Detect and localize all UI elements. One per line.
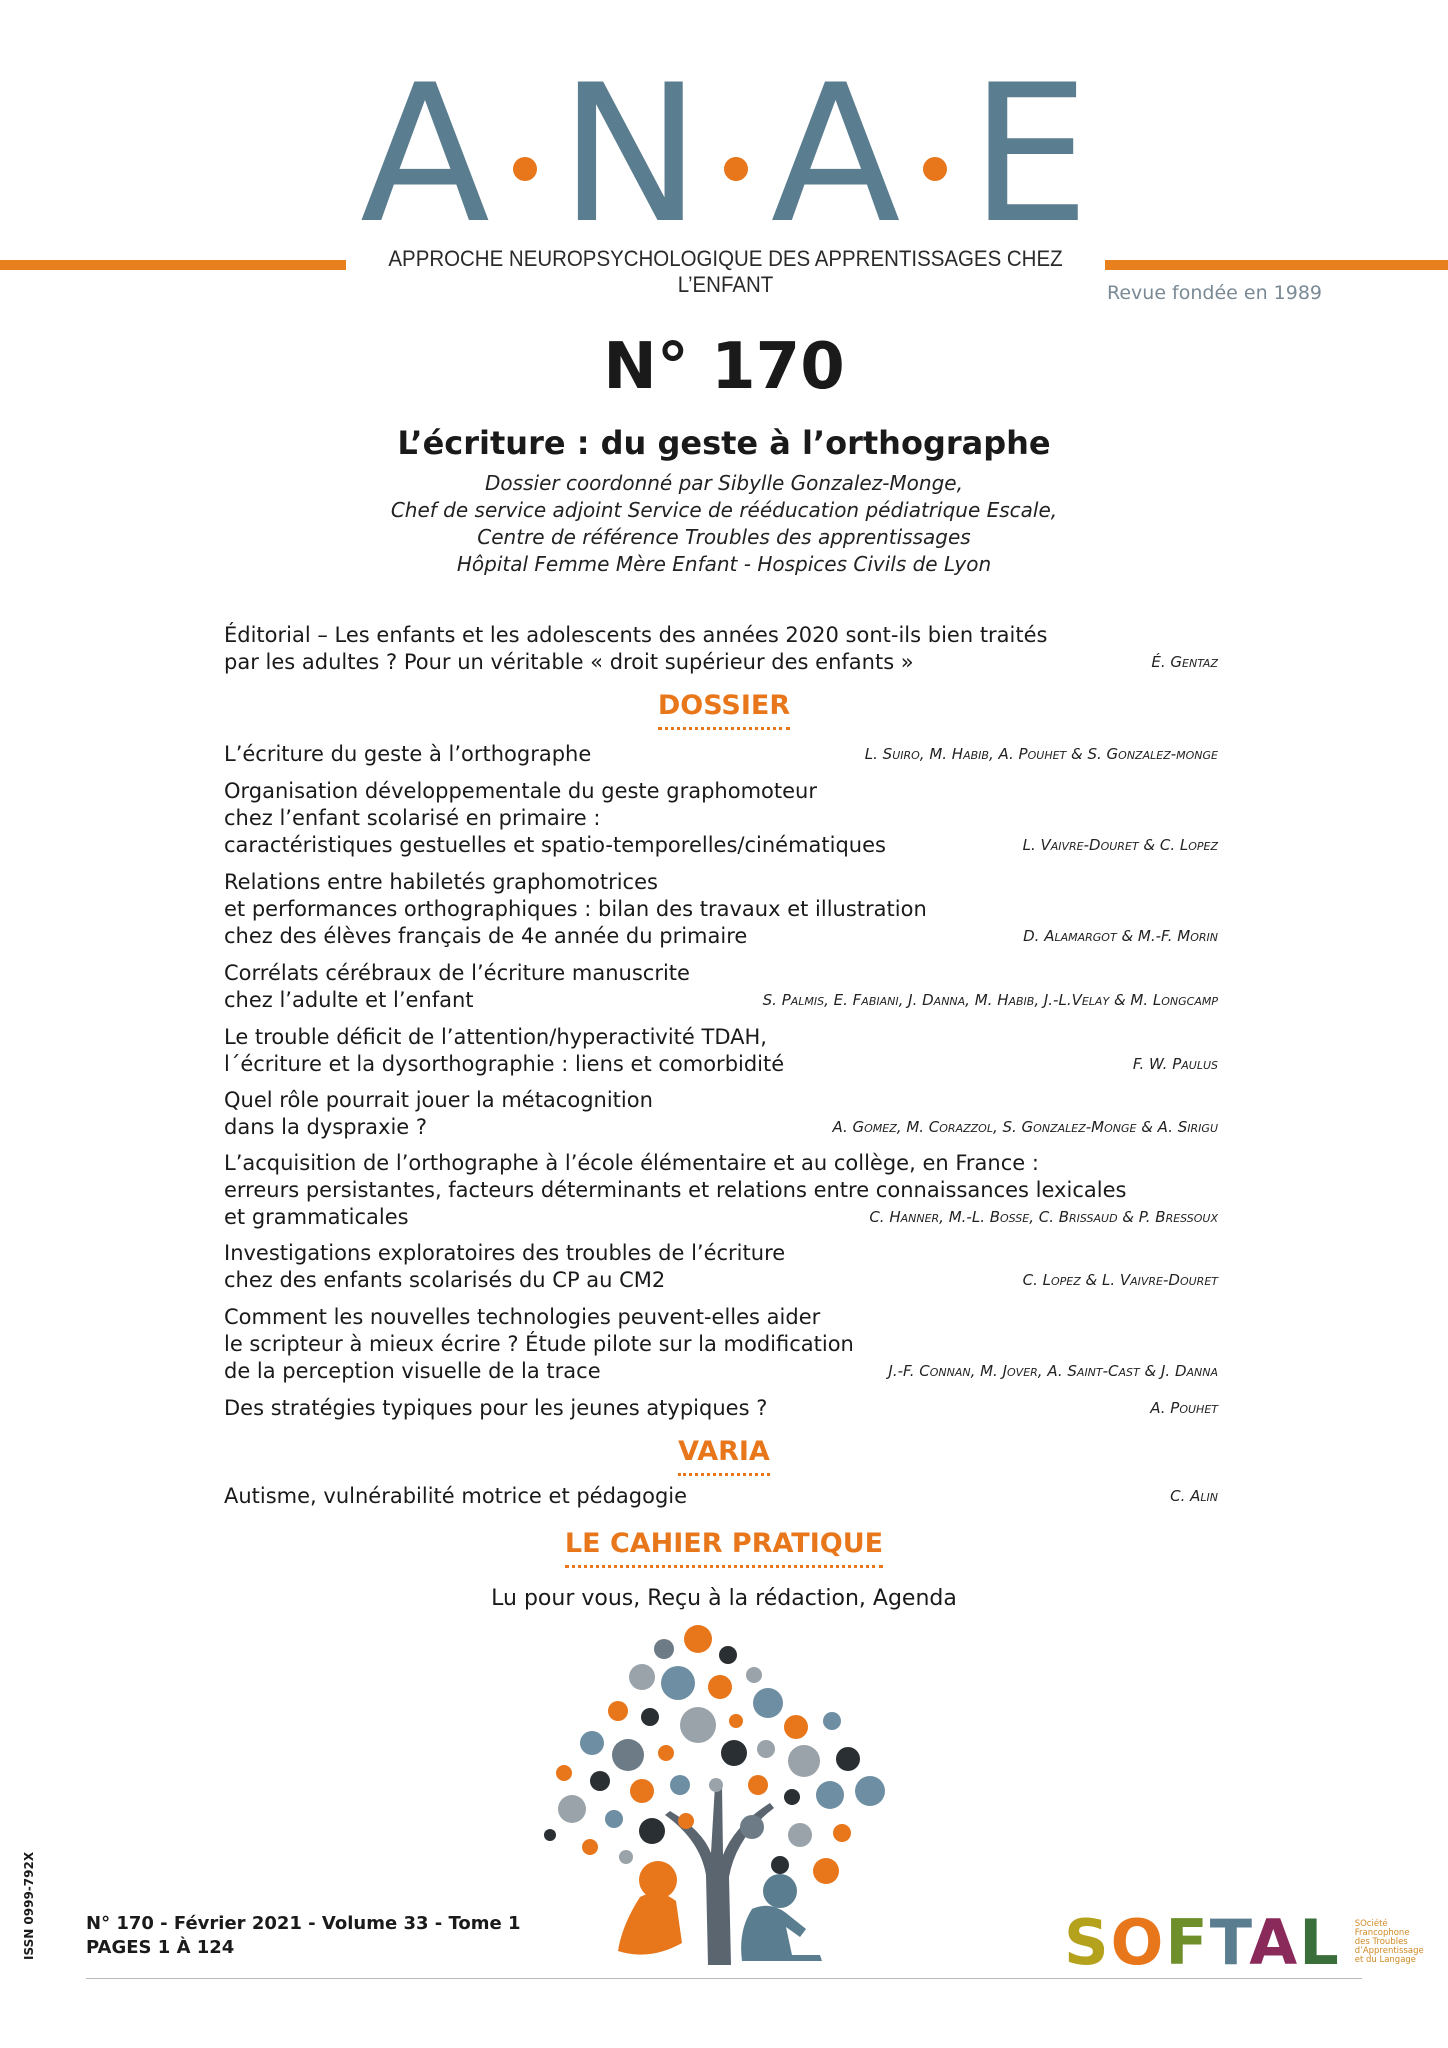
masthead-rule-left [0,260,346,270]
journal-subtitle: APPROCHE NEUROPSYCHOLOGIQUE DES APPRENTISSAGES CHEZ L’ENFANT [388,246,1063,297]
section-pratique [0,1528,1448,1568]
logo-letter: A [360,44,490,265]
toc-entry[interactable] [224,1304,1218,1385]
section-varia-label: VARIA [678,1436,770,1476]
title-line: Corrélats cérébraux de l’écriture manuscrite [224,961,690,985]
title-line: et performances orthographiques : bilan des travaux et illustration [224,897,927,921]
coordination-line: Chef de service adjoint Service de rééducation pédiatrique Escale, [390,498,1058,522]
title-line: Éditorial – Les enfants et les adolescents des années 2020 sont-ils bien traités [224,623,1048,647]
toc-entry[interactable] [224,1024,1218,1078]
title-line: l´écriture et la dysorthographie : liens et comorbidité [224,1052,785,1076]
title-line: Des stratégies typiques pour les jeunes atypiques ? [224,1396,768,1420]
child-sitting-left-icon [618,1861,682,1955]
softal-tagline-line: et du Langage [1354,1955,1417,1965]
toc-authors: L. Vaivre-Douret & C. Lopez [1022,836,1218,854]
toc-entry[interactable] [224,869,1218,950]
toc-authors: F. W. Paulus [1132,1055,1218,1073]
issue-line: N° 170 - Février 2021 - Volume 33 - Tome 1 [86,1913,521,1934]
editorial-authors: É. Gentaz [1151,653,1218,671]
toc-entry[interactable] [224,1395,1218,1422]
tree-illustration [530,1625,910,1965]
title-line: caractéristiques gestuelles et spatio-temporelles/cinématiques [224,833,886,857]
title-line: erreurs persistantes, facteurs déterminants et relations entre connaissances lexicales [224,1178,1127,1202]
editorial-title [224,622,1218,676]
title-line: Comment les nouvelles technologies peuvent-elles aider [224,1305,821,1329]
softal-letter: T [1209,1906,1250,1979]
softal-wordmark [1064,1906,1341,1979]
title-line: L’acquisition de l’orthographe à l’école élémentaire et au collège, en France : [224,1151,1039,1175]
coordination-block [0,470,1448,578]
title-line: Relations entre habiletés graphomotrices [224,870,658,894]
issue-info [86,1912,521,1960]
title-line: dans la dyspraxie ? [224,1115,428,1139]
toc-authors: S. Palmis, E. Fabiani, J. Danna, M. Habib, J.-L.Velay & M. Longcamp [762,991,1218,1009]
title-line: et grammaticales [224,1205,409,1229]
founded-note: Revue fondée en 1989 [1107,282,1323,304]
toc-entry[interactable] [224,741,1218,768]
coordination-line: Hôpital Femme Mère Enfant - Hospices Civils de Lyon [456,552,992,576]
title-line: chez l’enfant scolarisé en primaire : [224,806,601,830]
title-line: le scripteur à mieux écrire ? Étude pilote sur la modification [224,1332,854,1356]
toc-authors: C. Lopez & L. Vaivre-Douret [1022,1271,1218,1289]
coordination-line: Dossier coordonné par Sibylle Gonzalez-Monge, [485,471,963,495]
toc-authors: A. Pouhet [1150,1399,1218,1417]
softal-letter: S [1064,1906,1111,1979]
toc-entry[interactable] [224,1087,1218,1141]
softal-logo [1064,1906,1424,1979]
title-line: Quel rôle pourrait jouer la métacognition [224,1088,653,1112]
toc-authors: C. Hanner, M.-L. Bosse, C. Brissaud & P. Bressoux [869,1208,1218,1226]
issue-number: N° 170 [603,330,845,404]
title-line: Organisation développementale du geste graphomoteur [224,779,817,803]
title-line: par les adultes ? Pour un véritable « droit supérieur des enfants » [224,650,914,674]
toc-authors: J.-F. Connan, M. Jover, A. Saint-Cast & J. Danna [888,1362,1218,1380]
toc-entry[interactable] [224,1483,1218,1510]
coordination-line: Centre de référence Troubles des apprentissages [477,525,971,549]
pages-line: PAGES 1 À 124 [86,1937,235,1958]
section-varia [0,1436,1448,1476]
softal-letter: O [1110,1906,1166,1979]
toc-authors: A. Gomez, M. Corazzol, S. Gonzalez-Monge & A. Sirigu [832,1118,1218,1136]
toc-entry[interactable] [224,1240,1218,1294]
section-dossier [0,690,1448,730]
anae-logo [360,44,1090,265]
pratique-contents: Lu pour vous, Reçu à la rédaction, Agenda [491,1586,957,1611]
title-line: chez l’adulte et l’enfant [224,988,474,1012]
section-dossier-label: DOSSIER [658,690,790,730]
softal-tagline-line: SOciété [1354,1919,1388,1929]
softal-tagline-line: des Troubles [1354,1937,1408,1947]
logo-dot [724,157,748,181]
title-line: chez des élèves français de 4e année du primaire [224,924,748,948]
editorial-entry[interactable] [224,622,1218,676]
toc-authors: L. Suiro, M. Habib, A. Pouhet & S. Gonzalez-monge [864,745,1218,763]
theme-title: L’écriture : du geste à l’orthographe [397,424,1051,462]
softal-letter: A [1249,1906,1300,1979]
toc-entry[interactable] [224,1150,1218,1231]
logo-letter: A [770,44,901,265]
softal-tagline-line: d’Apprentissage [1354,1946,1424,1956]
softal-tagline [1354,1919,1424,1965]
softal-tagline-line: Francophone [1354,1928,1410,1938]
title-line: Le trouble déficit de l’attention/hyperactivité TDAH, [224,1025,767,1049]
title-line: Autisme, vulnérabilité motrice et pédagogie [224,1484,688,1508]
title-line: Investigations exploratoires des troubles de l’écriture [224,1241,786,1265]
logo-letter: E [969,44,1090,265]
issn-number: ISSN 0999-792X [22,1851,36,1960]
section-pratique-label: LE CAHIER PRATIQUE [565,1528,883,1568]
toc-entry[interactable] [224,960,1218,1014]
title-line: de la perception visuelle de la trace [224,1359,601,1383]
toc-entry[interactable] [224,778,1218,859]
toc-authors: D. Alamargot & M.-F. Morin [1023,927,1218,945]
title-line: L’écriture du geste à l’orthographe [224,742,592,766]
toc-authors: C. Alin [1170,1487,1218,1505]
child-reading-right-icon [741,1874,822,1961]
title-line: chez des enfants scolarisés du CP au CM2 [224,1268,666,1292]
masthead-rule-right [1105,260,1448,270]
logo-letter: N [559,44,702,265]
softal-letter: F [1165,1906,1210,1979]
logo-dot [513,157,537,181]
logo-dot [923,157,947,181]
softal-letter: L [1299,1906,1341,1979]
